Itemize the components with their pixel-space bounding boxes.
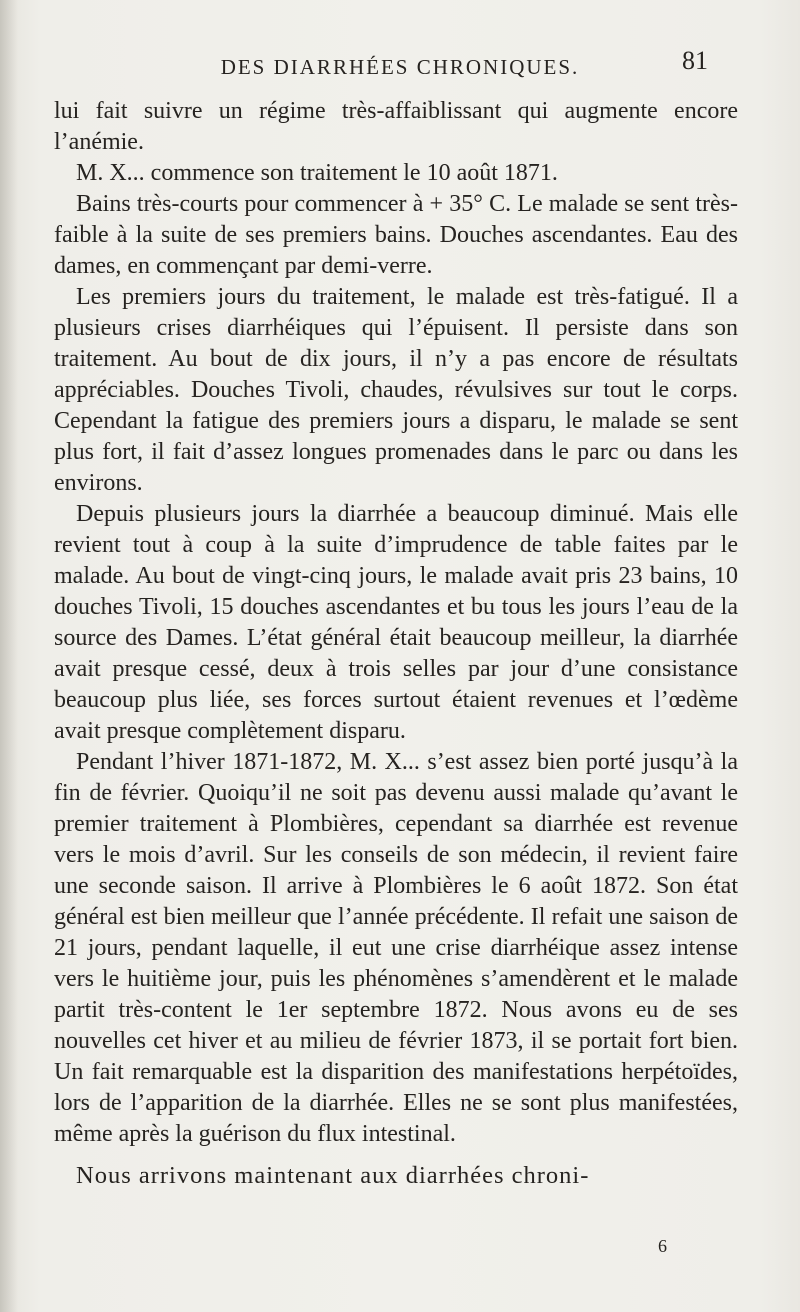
paragraph-first-days: Les premiers jours du traitement, le malade est très-fatigué. Il a plusieurs crises diarrhéiques qui l’épuisent. Il persiste dans son traitement. Au bout de dix jours, il n’y a pas encore de résultats appréciables. Douches Tivoli, chaudes, révulsives sur tout le corps. Cependant la fatigue des premiers jours a disparu, le malade se sent plus fort, il fait d’assez longues promenades dans le parc ou dans les environs. (54, 284, 738, 496)
closing-line: Nous arrivons maintenant aux diarrhées chroni- (76, 1162, 590, 1189)
body-text (54, 96, 738, 1191)
paragraph-second-season: Pendant l’hiver 1871-1872, M. X... s’est assez bien porté jusqu’à la fin de février. Quoiqu’il ne soit pas devenu aussi malade qu’avant le premier traitement à Plombières, cependant sa diarrhée est revenue vers le mois d’avril. Sur les conseils de son médecin, il revient faire une seconde saison. Il arrive à Plombières le 6 août 1872. Son état général est bien meilleur que l’année précédente. Il refait une saison de 21 jours, pendant laquelle, il eut une crise diarrhéique assez intense vers le huitième jour, puis les phénomènes s’amendèrent et le malade partit très-content le 1er septembre 1872. Nous avons eu de ses nouvelles cet hiver et au milieu de février 1873, il se portait fort bien. Un fait remarquable est la disparition des manifestations herpétoïdes, lors de l’apparition de la diarrhée. Elles ne se sont plus manifestées, même après la guérison du flux intestinal. (54, 749, 738, 1147)
page-number: 81 (682, 46, 708, 75)
paragraph-treatment-start: M. X... commence son traitement le 10 août 1871. (76, 160, 558, 186)
paragraph-improvement: Depuis plusieurs jours la diarrhée a beaucoup diminué. Mais elle revient tout à coup à la suite d’imprudence de table faites par le malade. Au bout de vingt-cinq jours, le malade avait pris 23 bains, 10 douches Tivoli, 15 douches ascendantes et bu tous les jours l’eau de la source des Dames. L’état général était beaucoup meilleur, la diarrhée avait presque cessé, deux à trois selles par jour d’une consistance beaucoup plus liée, ses forces surtout étaient revenues et l’œdème avait presque complètement disparu. (54, 501, 738, 744)
binding-shadow (0, 0, 18, 1312)
signature-mark: 6 (658, 1236, 667, 1256)
paragraph-continuation: lui fait suivre un régime très-affaiblissant qui augmente encore l’anémie. (54, 98, 738, 155)
paragraph-baths: Bains très-courts pour commencer à + 35° C. Le malade se sent très-faible à la suite de ses premiers bains. Douches ascendantes. Eau des dames, en commençant par demi-verre. (54, 191, 738, 279)
running-head: DES DIARRHÉES CHRONIQUES. (220, 55, 580, 79)
